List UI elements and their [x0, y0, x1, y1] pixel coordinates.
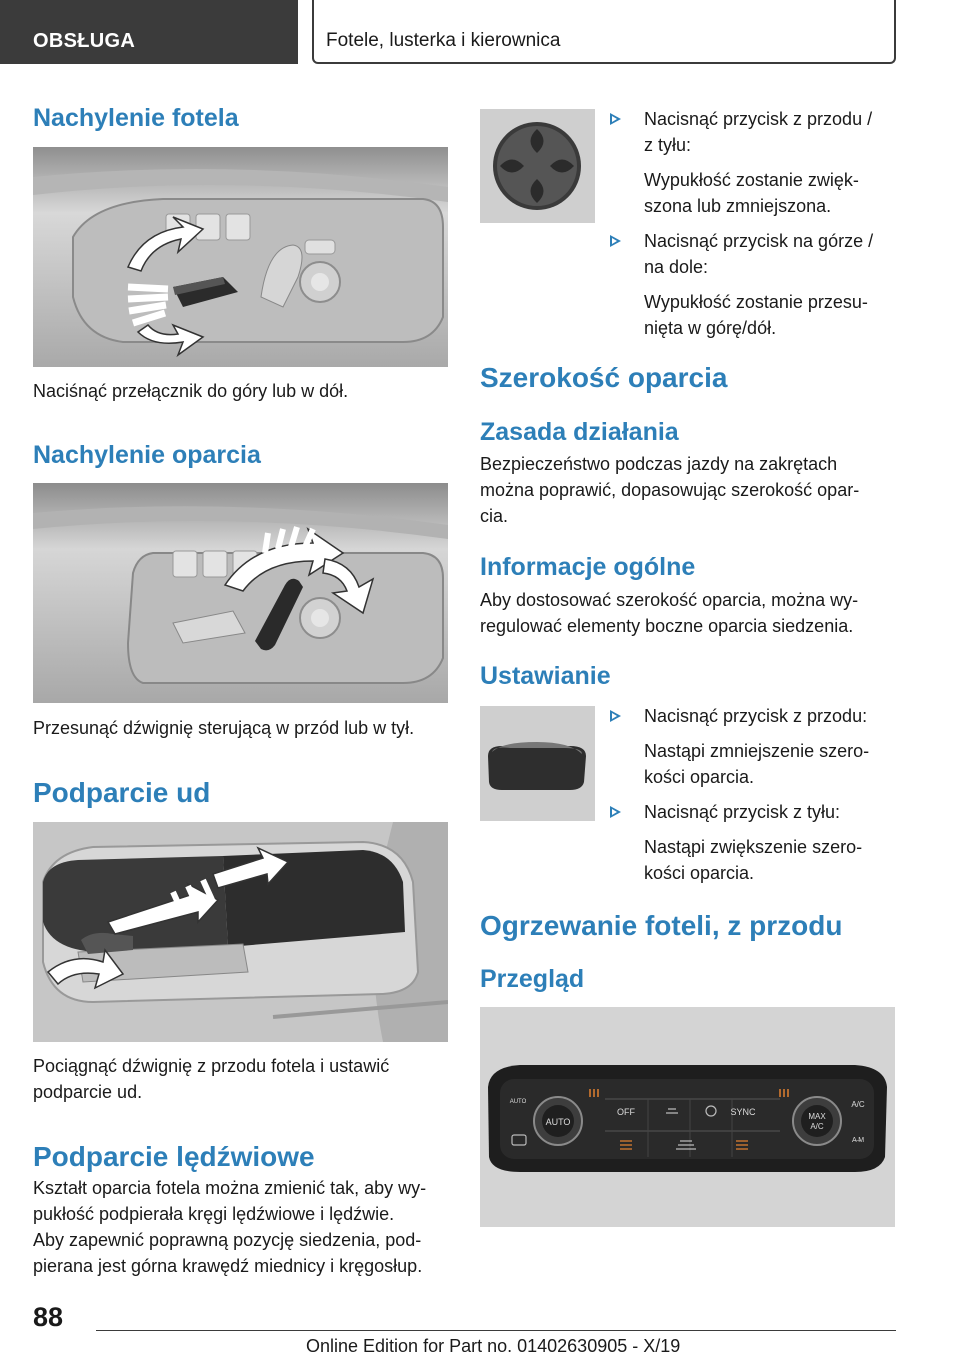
general-info-paragraph [480, 587, 858, 639]
width-bullet-front [608, 703, 898, 729]
heading-seat-tilt: Nachylenie fotela [33, 104, 239, 132]
general-info-line: Aby dostosować szerokość oparcia, można wy‐ [480, 590, 859, 610]
bullet-result-line: kości oparcia. [644, 767, 755, 787]
lumbar-bullet-front-back [608, 106, 898, 158]
principle-line: Bezpieczeństwo podczas jazdy na zakrętach [480, 454, 838, 474]
header-section-label: OBSŁUGA [33, 30, 136, 52]
general-info-line: regulować elementy boczne oparcia siedzenia. [480, 616, 854, 636]
heading-principle: Zasada działania [480, 418, 679, 446]
seat-tilt-caption: Naciśnąć przełącznik do góry lub w dół. [33, 381, 349, 401]
panel-off-label: OFF [617, 1107, 635, 1117]
bullet-action-line: na dole: [644, 257, 709, 277]
thigh-support-caption-line1: Pociągnąć dźwignię z przodu fotela i ustawić [33, 1056, 390, 1076]
lumbar-switch-illustration [480, 109, 595, 223]
header-section-tab [0, 0, 298, 64]
panel-auto-small-label: AUTO [509, 1099, 527, 1105]
width-result-front [608, 738, 898, 790]
panel-am-label: A ̶M [851, 1137, 865, 1144]
bullet-triangle-icon [610, 113, 621, 125]
heading-lumbar-support: Podparcie lędźwiowe [33, 1141, 315, 1172]
bullet-result-line: Nastąpi zwiększenie szero‐ [644, 837, 863, 857]
bullet-action-line: Nacisnąć przycisk z przodu / [644, 109, 873, 129]
lumbar-line: pierana jest górna krawędź miednicy i kręgosłup. [33, 1256, 423, 1276]
seat-tilt-illustration [33, 147, 448, 367]
panel-sync-label: SYNC [730, 1107, 756, 1117]
panel-ac-label: A/C [851, 1100, 865, 1109]
heading-general-info: Informacje ogólne [480, 553, 696, 581]
bullet-result-line: kości oparcia. [644, 863, 755, 883]
bullet-result-line: nięta w górę/dół. [644, 318, 777, 338]
bullet-action-line: Nacisnąć przycisk na górze / [644, 231, 874, 251]
bullet-action-line: Nacisnąć przycisk z tyłu: [644, 802, 841, 822]
bullet-result-line: szona lub zmniejszona. [644, 196, 832, 216]
panel-max-label: MAX [808, 1112, 826, 1121]
bullet-triangle-icon [610, 235, 621, 247]
climate-panel-illustration [480, 1007, 895, 1227]
principle-line: można poprawić, dopasowując szerokość opar‐ [480, 480, 860, 500]
header-chapter-label: Fotele, lusterka i kierownica [326, 30, 561, 51]
heading-backrest-tilt: Nachylenie oparcia [33, 441, 261, 469]
bullet-result-line: Nastąpi zmniejszenie szero‐ [644, 741, 870, 761]
bullet-result-line: Wypukłość zostanie zwięk‐ [644, 170, 859, 190]
bullet-action-line: z tyłu: [644, 135, 692, 155]
lumbar-result-front-back [608, 167, 898, 219]
heading-backrest-width: Szerokość oparcia [480, 362, 728, 393]
width-switch-illustration [480, 706, 595, 821]
bullet-triangle-icon [610, 710, 621, 722]
backrest-tilt-caption: Przesunąć dźwignię sterującą w przód lub w tył. [33, 718, 415, 738]
bullet-action-line: Nacisnąć przycisk z przodu: [644, 706, 868, 726]
width-bullet-list [608, 703, 898, 886]
bullet-result-line: Wypukłość zostanie przesu‐ [644, 292, 868, 312]
lumbar-line: Kształt oparcia fotela można zmienić tak, aby wy‐ [33, 1178, 427, 1198]
lumbar-result-top-bottom [608, 289, 898, 341]
footer-edition-text: Online Edition for Part no. 01402630905 - X/19 [306, 1336, 681, 1356]
lumbar-line: pukłość podpierała kręgi lędźwiowe i lędźwie. [33, 1204, 395, 1224]
width-result-back [608, 834, 898, 886]
backrest-tilt-illustration [33, 483, 448, 703]
panel-auto-label: AUTO [545, 1117, 571, 1127]
lumbar-bullet-list [608, 106, 898, 341]
page-number: 88 [33, 1302, 64, 1332]
panel-max-ac-label: A/C [810, 1122, 824, 1131]
thigh-support-illustration [33, 822, 448, 1042]
heading-adjusting: Ustawianie [480, 662, 611, 690]
heading-seat-heating: Ogrzewanie foteli, z przodu [480, 910, 843, 941]
thigh-support-caption [33, 1053, 389, 1105]
header-chapter-box [312, 0, 896, 64]
principle-paragraph [480, 451, 859, 529]
lumbar-bullet-top-bottom [608, 228, 898, 280]
bullet-triangle-icon [610, 806, 621, 818]
lumbar-paragraph [33, 1175, 426, 1279]
principle-line: cia. [480, 506, 509, 526]
heading-thigh-support: Podparcie ud [33, 777, 211, 808]
heading-overview: Przegląd [480, 965, 585, 993]
lumbar-line: Aby zapewnić poprawną pozycję siedzenia, pod‐ [33, 1230, 422, 1250]
footer-rule [96, 1330, 896, 1331]
thigh-support-caption-line2: podparcie ud. [33, 1082, 143, 1102]
width-bullet-back [608, 799, 898, 825]
